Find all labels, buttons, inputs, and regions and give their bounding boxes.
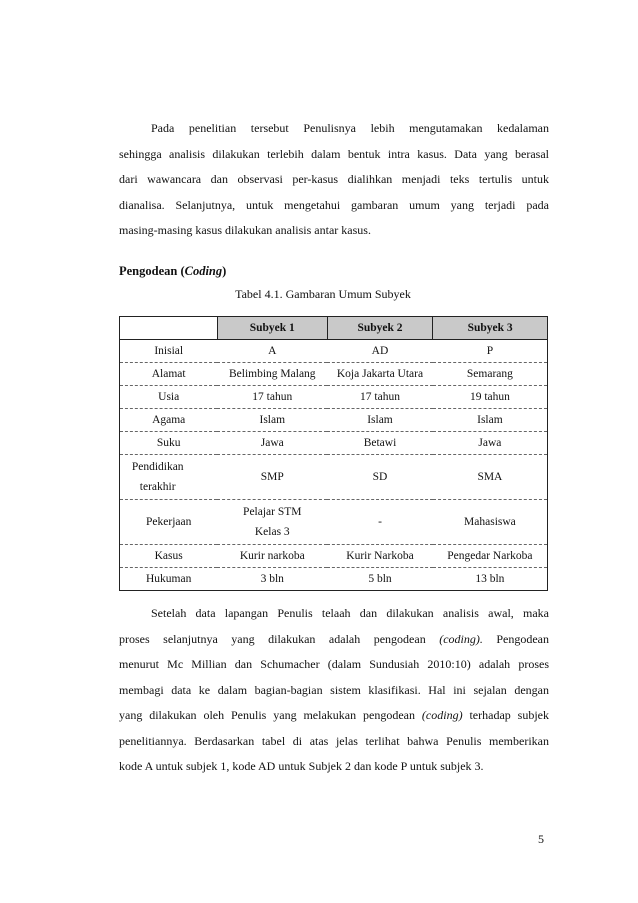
table-row-label: Pekerjaan [120,500,218,545]
paragraph-line: sehingga analisis dilakukan terlebih dalam bentuk intra kasus. Data yang berasal [119,146,549,161]
table-cell: Kurir narkoba [217,545,327,568]
paragraph-line: kode A untuk subjek 1, kode AD untuk Subjek 2 dan kode P untuk subjek 3. [119,759,484,773]
table-row [120,545,548,568]
table-caption: Tabel 4.1. Gambaran Umum Subyek [235,287,411,301]
heading-italic: Coding [184,264,223,278]
table-header-row [120,317,548,340]
table-row-label: Agama [120,409,218,432]
text-run: yang dilakukan oleh Penulis yang melakukan pengodean [119,708,422,722]
table-row-label: Pendidikan terakhir [120,455,218,500]
paragraph-line: menurut Mc Millian dan Schumacher (dalam Sundusiah 2010:10) adalah proses [119,657,549,671]
table-cell: Semarang [433,363,548,386]
table-cell: - [327,500,433,545]
table-header-cell: Subyek 1 [217,317,327,340]
table-cell: Pengedar Narkoba [433,545,548,568]
table-row [120,363,548,386]
heading-main: Pengodean ( [119,264,185,278]
table-row-label: Usia [120,386,218,409]
paragraph-line [119,627,549,653]
table-row [120,500,548,545]
paragraph-line: penelitiannya. Berdasarkan tabel di atas jelas terlihat bahwa Penulis memberikan [119,733,549,748]
table-cell: Betawi [327,432,433,455]
table-row-label: Alamat [120,363,218,386]
table-cell: Jawa [433,432,548,455]
table-cell: Pelajar STM Kelas 3 [217,500,327,545]
table-cell: Kurir Narkoba [327,545,433,568]
subject-overview-table [119,316,548,591]
table-cell: Jawa [217,432,327,455]
paragraph-line [119,703,549,729]
table-row-label: Kasus [120,545,218,568]
table-row-label: Suku [120,432,218,455]
table-cell: Islam [327,409,433,432]
table-row [120,455,548,500]
paragraph-line: Setelah data lapangan Penulis telaah dan dilakukan analisis awal, maka [151,606,549,620]
table-row-label: Inisial [120,340,218,363]
table-cell: 19 tahun [433,386,548,409]
table-cell: Belimbing Malang [217,363,327,386]
table-row [120,340,548,363]
table-cell: Islam [217,409,327,432]
table-cell: 13 bln [433,568,548,591]
table-cell: Islam [433,409,548,432]
paragraph-line: dari wawancara dan observasi per-kasus dialihkan menjadi teks tertulis untuk [119,172,549,186]
text-run: proses selanjutnya yang dilakukan adalah pengodean [119,631,440,646]
text-run: terhadap subjek [462,708,549,722]
text-run: Pengodean [482,631,550,646]
paragraph-line: membagi data ke dalam bagian-bagian sistem klasifikasi. Hal ini sejalan dengan [119,682,549,697]
table-cell: 17 tahun [217,386,327,409]
table-cell: 5 bln [327,568,433,591]
table-row-label: Hukuman [120,568,218,591]
table-header-cell: Subyek 3 [433,317,548,340]
table-cell: Mahasiswa [433,500,548,545]
coding-paragraph [119,601,549,780]
table-row [120,568,548,591]
table-cell: AD [327,340,433,363]
table-cell: SD [327,455,433,500]
table-header-cell [120,317,218,340]
paragraph-line: masing-masing kasus dilakukan analisis antar kasus. [119,223,371,237]
section-heading [119,264,226,279]
table-cell: Koja Jakarta Utara [327,363,433,386]
heading-close: ) [222,264,227,278]
table-cell: 3 bln [217,568,327,591]
table-row [120,409,548,432]
table-header-cell: Subyek 2 [327,317,433,340]
table-cell: 17 tahun [327,386,433,409]
table-row [120,386,548,409]
paragraph-line: Pada penelitian tersebut Penulisnya lebih mengutamakan kedalaman [151,121,549,135]
table-cell: SMP [217,455,327,500]
table-cell: P [433,340,548,363]
italic-term: (coding). [439,631,483,646]
intro-paragraph [119,116,549,244]
page-number: 5 [538,832,544,846]
table-row [120,432,548,455]
paragraph-line: dianalisa. Selanjutnya, untuk mengetahui gambaran umum yang terjadi pada [119,197,549,212]
italic-term: (coding) [421,708,463,722]
table-cell: SMA [433,455,548,500]
table-cell: A [217,340,327,363]
